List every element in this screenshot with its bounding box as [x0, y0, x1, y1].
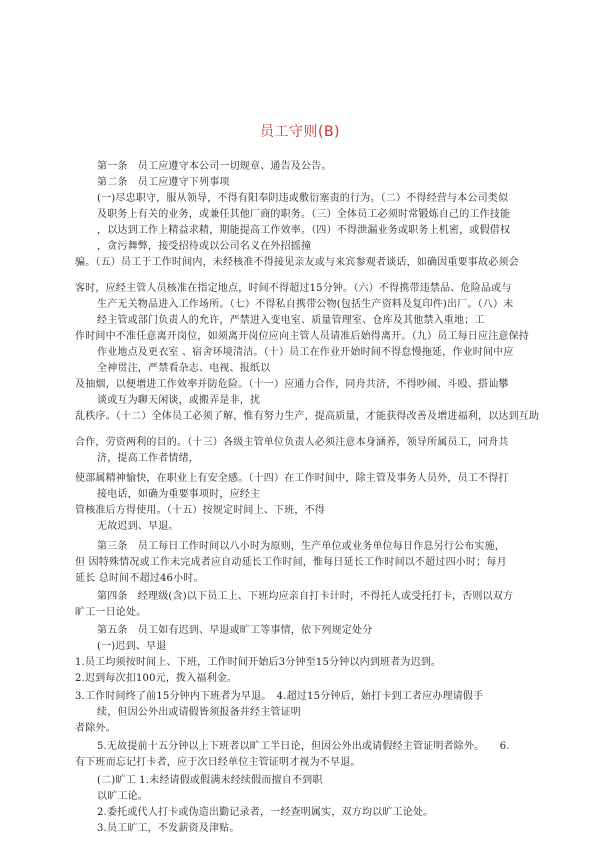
- body-line: 客时，应经主管人员核准在指定地点，时间不得超过15分钟。（六）不得携带违禁品、危险品或与: [75, 283, 512, 294]
- body-line: 以旷工论。: [97, 791, 148, 802]
- section-heading: (二)旷工 1.未经请假或假满未经续假而擅自不到职: [97, 775, 323, 786]
- body-line: 乱秩序。（十二）全体员工必须了解，惟有努力生产，提高质量，才能获得改善及增进福利，以达到互助: [75, 411, 540, 422]
- body-line: 但 因特殊情况或工作未完成者应自动延长工作时间，惟每日延长工作时间以不超过四小时；每月: [75, 557, 507, 568]
- body-line: ，贪污舞弊，接受招待或以公司名义在外招摇撞: [97, 241, 312, 252]
- body-line: 续，但因公外出或请假皆须报备并经主管证明: [97, 707, 301, 718]
- body-line: 及职务上有关的业务，或兼任其他厂商的职务。（三）全体员工必须时常锻炼自己的工作技能: [97, 209, 511, 220]
- body-line: 管核准后方得使用。（十五）按规定时间上、下班，不得: [75, 505, 325, 516]
- body-line: 济，提高工作者情绪，: [97, 453, 199, 464]
- body-line: 无故迟到、早退。: [97, 521, 179, 532]
- body-line: 生产无关物品进入工作场所。（七）不得私自携带公物(包括生产资料及复印件)出厂。（八）未: [97, 299, 514, 310]
- list-item: 3.员工旷工，不发薪资及津贴。: [97, 823, 240, 834]
- body-line: 延长 总时间不超过46小时。: [75, 573, 204, 584]
- body-line: 者除外。: [75, 723, 116, 734]
- body-line: 作时间中不准任意离开岗位，如须离开岗位应向主管人员请准后始得离开。（九）员工每日应注意保持: [75, 331, 529, 342]
- body-line: 合作，劳资两利的目的。（十三）各级主管单位负责人必须注意本身涵养，领导所属员工，同舟共: [75, 437, 509, 448]
- article-1-line: 第一条 员工应遵守本公司一切规章、通告及公告。: [97, 161, 332, 172]
- body-line: 有下班而忘记打卡者，应于次日经单位主管证明才视为不早退。: [75, 757, 361, 768]
- document-title: 员工守则(B): [259, 124, 341, 140]
- body-line: 骗。（五）员工于工作时间内，未经核准不得接见亲友或与来宾参观者谈话，如确因重要事故必须会: [75, 257, 519, 268]
- body-line: 谈或互为聊天闲谈，或搬弄是非，扰: [97, 395, 261, 406]
- list-item: 1.员工均须按时间上、下班，工作时间开始后3分钟至15分钟以内到班者为迟到。: [75, 657, 442, 668]
- body-line: (一)尽忠职守，服从领导，不得有阳奉阴违或敷衍塞责的行为。（二）不得经营与本公司类似: [97, 193, 509, 204]
- list-item: 2.委托或代人打卡或伪造出勤记录者，一经查明属实，双方均以旷工论处。: [97, 807, 434, 818]
- list-item: 2.迟到每次扣100元，拨入福利金。: [75, 673, 238, 684]
- body-line: 使部属精神愉快，在职业上有安全感。（十四）在工作时间中，除主管及事务人员外，员工不得打: [75, 473, 509, 484]
- article-3-line: 第三条 员工每日工作时间以八小时为原则，生产单位或业务单位每日作息另行公布实施，: [97, 541, 505, 552]
- body-line: ，以达到工作上精益求精，期能提高工作效率。（四）不得泄漏业务或职务上机密，或假借权: [97, 225, 511, 236]
- list-item: 5.无故提前十五分钟以上下班者以旷工半日论，但因公外出或请假经主管证明者除外。 6.: [97, 741, 510, 752]
- article-2-line: 第二条 员工应遵守下列事项: [97, 177, 230, 188]
- body-line: 旷工一日论处。: [75, 607, 147, 618]
- body-line: 经主管或部门负责人的允许，严禁进入变电室、质量管理室、仓库及其他禁入重地；工: [97, 315, 485, 326]
- body-line: 及抽烟，以便增进工作效率并防危险。（十一）应通力合作，同舟共济，不得吵闹、斗殴、搭讪攀: [75, 379, 509, 390]
- section-heading: (一)迟到、早退: [97, 641, 167, 652]
- article-5-line: 第五条 员工如有迟到、早退或旷工等事情，依下列规定处分: [97, 625, 373, 636]
- article-4-line: 第四条 经理级(含)以下员工上、下班均应亲自打卡计时，不得托人或受托打卡，否则以双方: [97, 591, 514, 602]
- list-item: 3.工作时间终了前15分钟内下班者为早退。 4.超过15分钟后，始打卡到工者应办理请假手: [75, 691, 484, 702]
- body-line: 接电话，如确为重要事项时，应经主: [97, 489, 261, 500]
- body-line: 全神贯注，严禁看杂志、电视、报纸以: [97, 363, 271, 374]
- body-line: 作业地点及更衣室 、宿舍环境清洁。（十）员工在作业开始时间不得怠慢拖延，作业时间中应: [97, 347, 514, 358]
